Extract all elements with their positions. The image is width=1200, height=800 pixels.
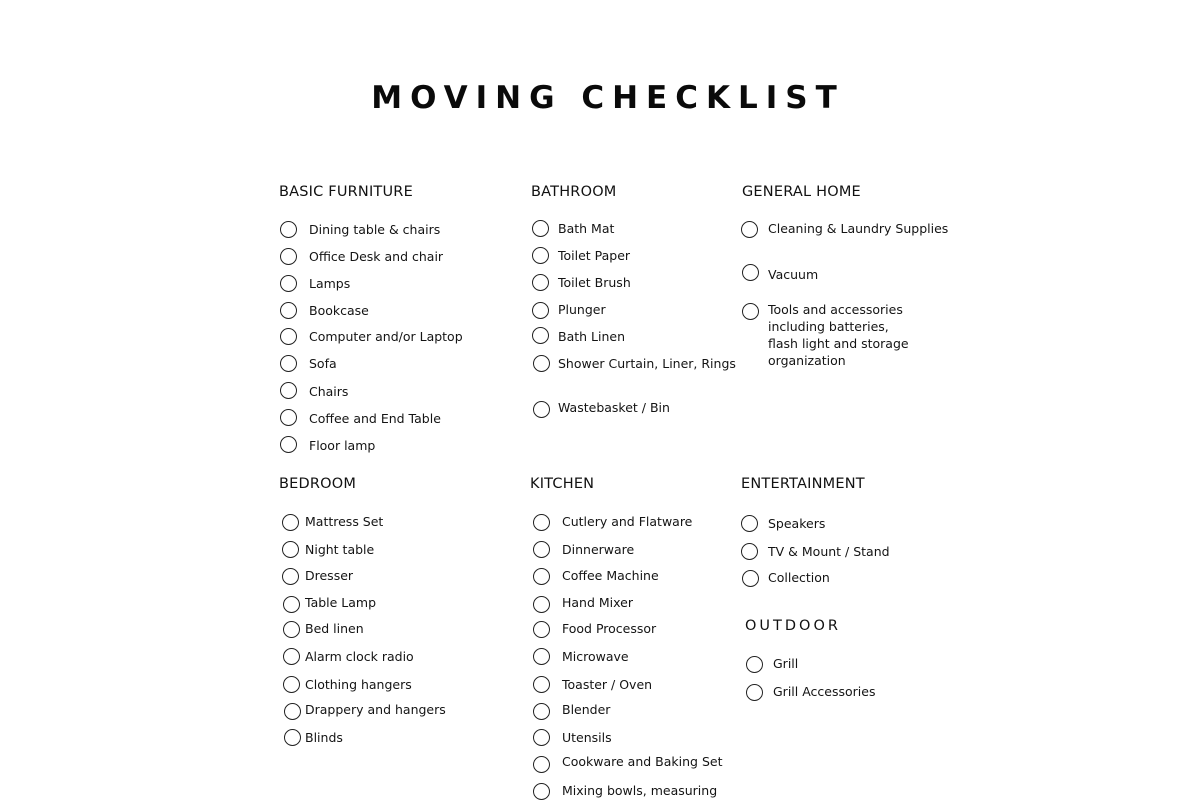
item-label: Grill Accessories	[773, 684, 876, 699]
item-label: Alarm clock radio	[305, 649, 414, 664]
item-label: Bookcase	[309, 303, 369, 318]
item-label: Shower Curtain, Liner, Rings	[558, 356, 736, 371]
section-heading-basic-furniture: BASIC FURNITURE	[279, 184, 413, 200]
checkbox-grill-accessories[interactable]	[746, 684, 763, 701]
checkbox-table-lamp[interactable]	[283, 596, 300, 613]
item-label: Coffee and End Table	[309, 411, 441, 426]
item-label: Bath Linen	[558, 329, 626, 344]
checkbox-coffee-machine[interactable]	[533, 568, 550, 585]
item-label: Cutlery and Flatware	[562, 514, 693, 529]
checkbox-grill[interactable]	[746, 656, 763, 673]
checkbox-bath-linen[interactable]	[532, 327, 549, 344]
item-label: Dinnerware	[562, 542, 635, 557]
checkbox-dinnerware[interactable]	[533, 541, 550, 558]
item-label: Toilet Paper	[558, 248, 631, 263]
item-label: Tools and accessories including batteries, flash light and storage organization	[768, 302, 909, 368]
checkbox-bed-linen[interactable]	[283, 621, 300, 638]
checkbox-lamps[interactable]	[280, 275, 297, 292]
item-label: Night table	[305, 542, 375, 557]
section-heading-outdoor: OUTDOOR	[745, 618, 841, 634]
item-label: Mixing bowls, measuring	[562, 783, 718, 798]
item-label: Office Desk and chair	[309, 249, 444, 264]
checkbox-alarm-clock[interactable]	[283, 648, 300, 665]
checkbox-blender[interactable]	[533, 703, 550, 720]
item-label: Collection	[768, 570, 830, 585]
item-label: Cookware and Baking Set	[562, 754, 723, 769]
section-heading-entertainment: ENTERTAINMENT	[741, 476, 865, 492]
checkbox-toilet-brush[interactable]	[532, 274, 549, 291]
item-label: Bath Mat	[558, 221, 615, 236]
checkbox-cutlery[interactable]	[533, 514, 550, 531]
item-label: Vacuum	[768, 267, 819, 282]
checkbox-bath-mat[interactable]	[532, 220, 549, 237]
checkbox-vacuum[interactable]	[742, 264, 759, 281]
checkbox-utensils[interactable]	[533, 729, 550, 746]
checkbox-hand-mixer[interactable]	[533, 596, 550, 613]
checkbox-bookcase[interactable]	[280, 302, 297, 319]
checkbox-blinds[interactable]	[284, 729, 301, 746]
checkbox-dresser[interactable]	[282, 568, 299, 585]
section-heading-kitchen: KITCHEN	[530, 476, 595, 492]
checkbox-drappery[interactable]	[284, 703, 301, 720]
checkbox-mixing-bowls[interactable]	[533, 783, 550, 800]
checkbox-shower-curtain[interactable]	[533, 355, 550, 372]
item-label: Sofa	[309, 356, 337, 371]
item-label: Computer and/or Laptop	[309, 329, 463, 344]
section-heading-general-home: GENERAL HOME	[742, 184, 861, 200]
section-heading-bathroom: BATHROOM	[531, 184, 617, 200]
item-label: Toilet Brush	[558, 275, 631, 290]
checkbox-mattress-set[interactable]	[282, 514, 299, 531]
item-label: Lamps	[309, 276, 351, 291]
checkbox-sofa[interactable]	[280, 355, 297, 372]
item-label: Dining table & chairs	[309, 222, 441, 237]
checkbox-cookware[interactable]	[533, 756, 550, 773]
item-label: Food Processor	[562, 621, 657, 636]
item-label: Wastebasket / Bin	[558, 400, 670, 415]
item-label: Chairs	[309, 384, 349, 399]
checkbox-dining-table[interactable]	[280, 221, 297, 238]
page-title: MOVING CHECKLIST	[371, 80, 845, 116]
item-label: Blinds	[305, 730, 343, 745]
item-label: Table Lamp	[305, 595, 377, 610]
checkbox-clothing-hangers[interactable]	[283, 676, 300, 693]
item-label: Floor lamp	[309, 438, 376, 453]
checkbox-food-processor[interactable]	[533, 621, 550, 638]
item-label: Blender	[562, 702, 611, 717]
checkbox-wastebasket[interactable]	[533, 401, 550, 418]
checkbox-toilet-paper[interactable]	[532, 247, 549, 264]
checkbox-tools-accessories[interactable]	[742, 303, 759, 320]
item-label: Hand Mixer	[562, 595, 633, 610]
item-label: Grill	[773, 656, 799, 671]
checkbox-floor-lamp[interactable]	[280, 436, 297, 453]
item-label: TV & Mount / Stand	[768, 544, 890, 559]
item-label: Clothing hangers	[305, 677, 412, 692]
item-label: Speakers	[768, 516, 826, 531]
checkbox-chairs[interactable]	[280, 382, 297, 399]
checkbox-computer[interactable]	[280, 328, 297, 345]
checkbox-office-desk[interactable]	[280, 248, 297, 265]
item-label: Microwave	[562, 649, 629, 664]
item-label: Utensils	[562, 730, 612, 745]
checkbox-tv-mount[interactable]	[741, 543, 758, 560]
checkbox-coffee-end-table[interactable]	[280, 409, 297, 426]
item-label: Coffee Machine	[562, 568, 659, 583]
item-label: Drappery and hangers	[305, 702, 446, 717]
item-label: Toaster / Oven	[562, 677, 653, 692]
checkbox-toaster-oven[interactable]	[533, 676, 550, 693]
item-label: Mattress Set	[305, 514, 384, 529]
checkbox-plunger[interactable]	[532, 302, 549, 319]
item-label: Dresser	[305, 568, 354, 583]
item-label: Bed linen	[305, 621, 364, 636]
checkbox-collection[interactable]	[742, 570, 759, 587]
item-label: Plunger	[558, 302, 606, 317]
section-heading-bedroom: BEDROOM	[279, 476, 357, 492]
checkbox-night-table[interactable]	[282, 541, 299, 558]
checkbox-cleaning-laundry[interactable]	[741, 221, 758, 238]
checkbox-microwave[interactable]	[533, 648, 550, 665]
checkbox-speakers[interactable]	[741, 515, 758, 532]
item-label: Cleaning & Laundry Supplies	[768, 221, 949, 236]
